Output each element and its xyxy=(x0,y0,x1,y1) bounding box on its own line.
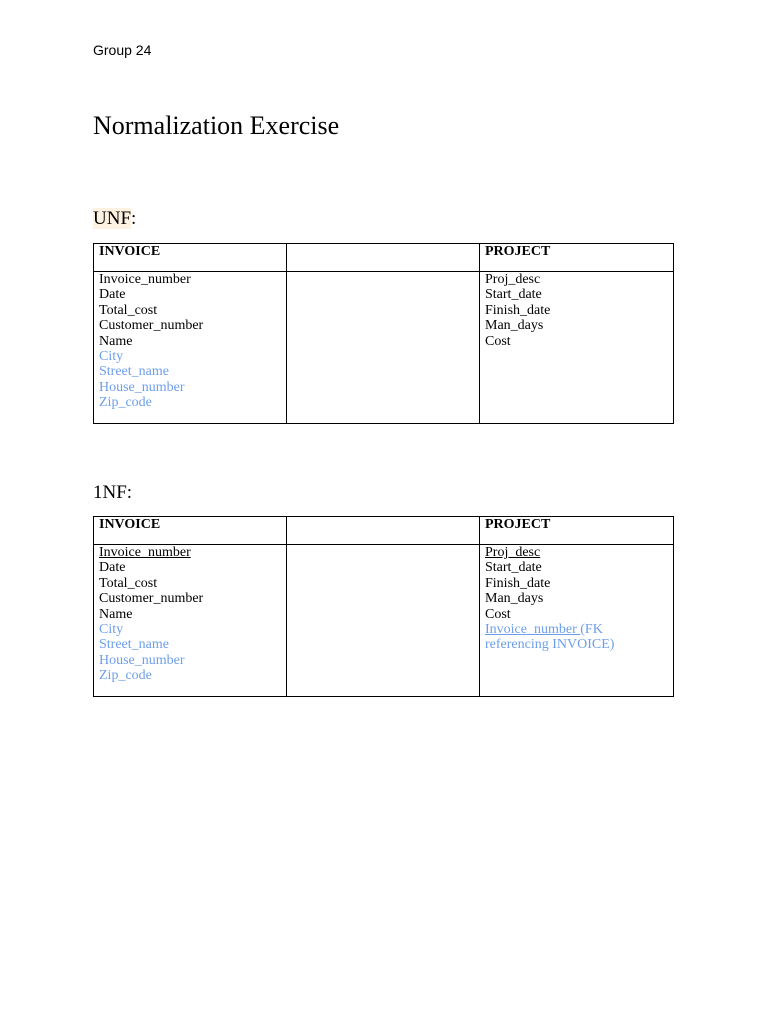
unf-project-attributes xyxy=(480,272,674,424)
unf-attr-invoice-number: Invoice_number xyxy=(99,272,191,287)
nf1-heading: 1NF: xyxy=(93,482,133,503)
nf1-attr-start-date: Start_date xyxy=(485,560,542,576)
nf1-body-row xyxy=(94,545,674,697)
unf-empty-cell xyxy=(287,272,480,424)
unf-attr-date: Date xyxy=(99,287,126,303)
unf-heading-text: UNF xyxy=(93,208,132,229)
nf1-attr-finish-date: Finish_date xyxy=(485,575,551,591)
nf1-attr-invoice-number-pk xyxy=(99,545,281,560)
unf-header-project: PROJECT xyxy=(480,244,674,272)
unf-attr-finish-date: Finish_date xyxy=(485,302,551,318)
unf-attr-total-cost: Total_cost xyxy=(99,302,158,318)
nf1-fk-note-line-2: referencing INVOICE) xyxy=(485,637,615,653)
unf-attr-start-date: Start_date xyxy=(485,287,542,303)
nf1-header-project: PROJECT xyxy=(480,517,674,545)
nf1-attr-proj-desc-pk xyxy=(485,545,668,560)
nf1-attr-zip-code: Zip_code xyxy=(99,668,152,684)
nf1-fk-note-1: (FK xyxy=(580,622,603,638)
nf1-header-row xyxy=(94,517,674,545)
nf1-fk-key-text: Invoice_number xyxy=(485,622,581,638)
unf-header-row xyxy=(94,244,674,272)
nf1-attr-street-name: Street_name xyxy=(99,637,169,653)
unf-attr-zip-code: Zip_code xyxy=(99,395,152,411)
nf1-invoice-pk-text: Invoice_number xyxy=(99,545,191,560)
document-title: Normalization Exercise xyxy=(93,111,340,140)
nf1-attr-total-cost: Total_cost xyxy=(99,575,158,591)
nf1-attr-city: City xyxy=(99,622,124,638)
nf1-attr-customer-number: Customer_number xyxy=(99,591,204,607)
unf-attr-man-days: Man_days xyxy=(485,318,544,334)
nf1-attr-cost: Cost xyxy=(485,606,511,622)
unf-body-row xyxy=(94,272,674,424)
unf-attr-proj-desc: Proj_desc xyxy=(485,272,541,287)
nf1-attr-name: Name xyxy=(99,606,133,622)
unf-invoice-attributes xyxy=(94,272,287,424)
nf1-invoice-attributes xyxy=(94,545,287,697)
nf1-attr-date: Date xyxy=(99,560,126,576)
nf1-table xyxy=(93,516,674,697)
nf1-header-empty xyxy=(287,517,480,545)
nf1-header-invoice: INVOICE xyxy=(94,517,287,545)
unf-attr-street-name: Street_name xyxy=(99,364,169,380)
unf-attr-name: Name xyxy=(99,333,133,349)
nf1-empty-cell xyxy=(287,545,480,697)
nf1-project-attributes xyxy=(480,545,674,697)
nf1-attr-fk-invoice-number xyxy=(485,622,668,637)
unf-heading-colon: : xyxy=(131,208,137,229)
unf-header-empty xyxy=(287,244,480,272)
group-label: Group 24 xyxy=(93,42,152,58)
nf1-attr-house-number: House_number xyxy=(99,652,185,668)
unf-attr-cost: Cost xyxy=(485,333,511,349)
unf-table xyxy=(93,243,674,424)
nf1-proj-pk-text: Proj_desc xyxy=(485,545,541,560)
unf-heading xyxy=(93,208,136,231)
nf1-attr-man-days: Man_days xyxy=(485,591,544,607)
unf-header-invoice: INVOICE xyxy=(94,244,287,272)
unf-attr-city: City xyxy=(99,349,124,365)
unf-attr-house-number: House_number xyxy=(99,379,185,395)
unf-attr-customer-number: Customer_number xyxy=(99,318,204,334)
